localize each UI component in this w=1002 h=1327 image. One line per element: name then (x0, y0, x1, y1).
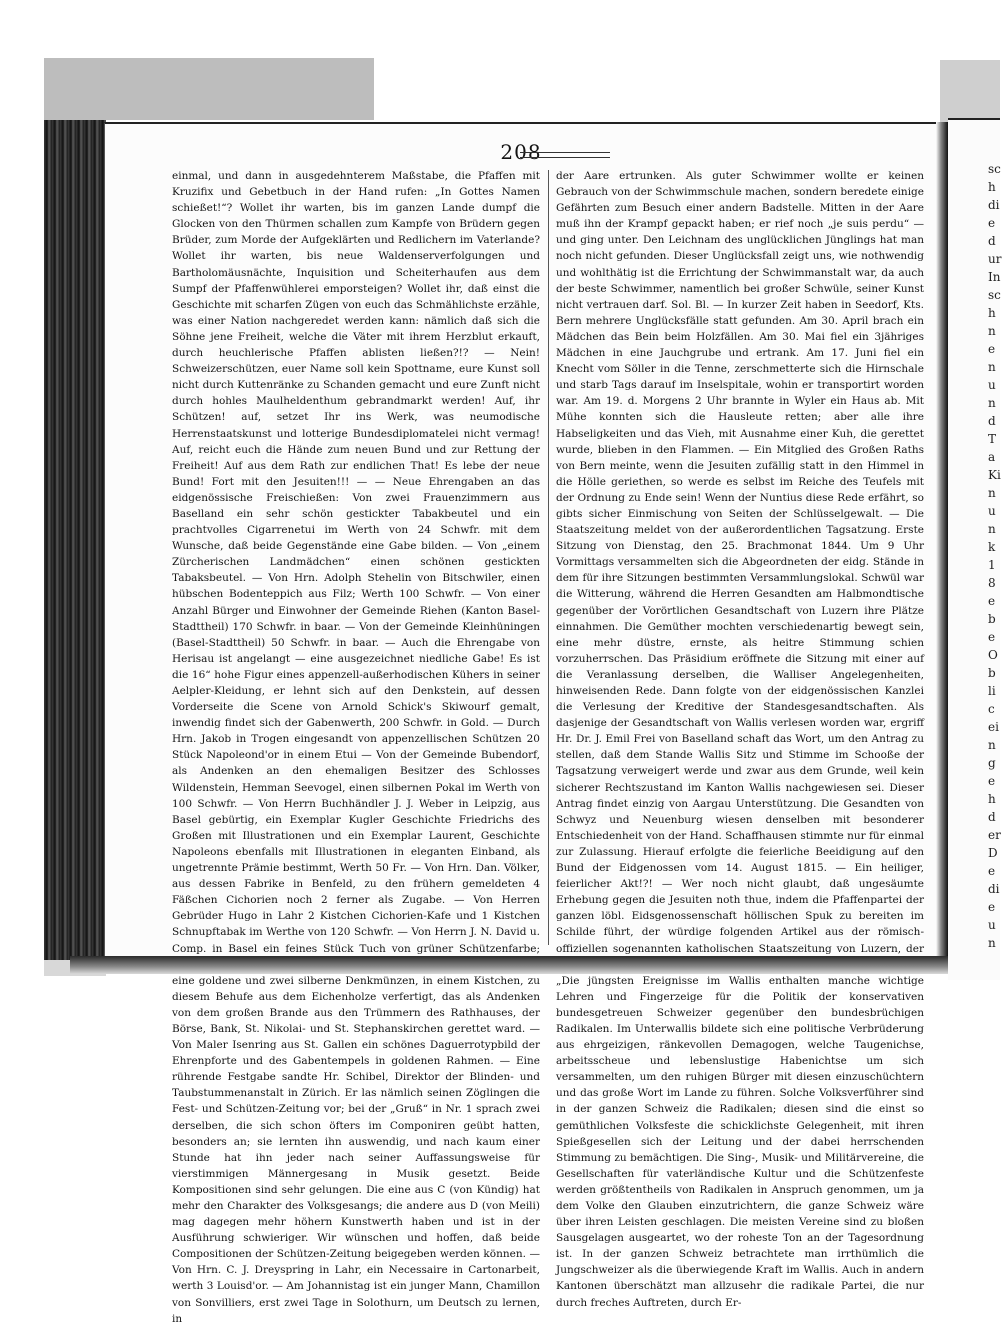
page-number: 208 (500, 140, 542, 164)
page-number-rule (520, 152, 610, 158)
left-column (172, 168, 540, 1325)
book-spine (44, 120, 106, 970)
right-column-text: der Aare ertrunken. Als guter Schwimmer wollte er keinen Gebrauch von der Schwimmschule machen, sondern beredete einige Gefährten zum Besuch einer andern Badstelle. Mitten in der Aare muß ihn der Krampf gepackt haben; er rief noch „je suis perdu“ — und ging unter. Den Leichnam des unglücklichen Jünglings hat man noch nicht gefunden. Dieser Unglücksfall zeigt uns, wie nothwendig und wohlthätig ist die Errichtung der Schwimmanstalt war, da auch der beste Schwimmer, namentlich bei großer Schwüle, seiner Kunst nicht vertrauen darf. Sol. Bl. — In kurzer Zeit haben in Seedorf, Kts. Bern mehrere Unglücksfälle statt gefunden. Am 30. April brach ein Mädchen das Bein beim Holzfällen. Am 30. Mai fiel ein 3jähriges Mädchen in eine Jauchgrube und ertrank. Am 17. Juni fiel ein Knecht vom Söller in die Tenne, zerschmetterte sich die Hirnschale und starb Tags darauf im Inselspitale, wohin er transportirt worden war. Am 19. d. Morgens 2 Uhr brannte in Wyler ein Haus ab. Mit Mühe konnten sich die Hausleute retten; aber alle ihre Habseligkeiten und das Vieh, mit Ausnahme einer Kuh, die gerettet wurde, blieben in den Flammen. — Ein Mitglied des Großen Raths von Bern meinte, wenn die Jesuiten zufällig statt in den Himmel in die Hölle geriethen, so werde es selbst im Reiche des Teufels mit der Ordnung zu Ende sein! Wenn der Nuntius diese Rede erfährt, so gibts sicher Einmischung von Seiten der Schlüsselgewalt. — Die Staatszeitung meldet von der außerordentlichen Tagsatzung. Erste Sitzung von Dienstag, den 25. Brachmonat 1844. Um 9 Uhr Vormittags versammelten sich die Abgeordneten der eidg. Stände in dem für ihre Sitzungen bestimmten Versammlungslokal. Schwül war die Witterung, während die Herren Gesandten am Halbmondtische gegenüber der Vorörtlichen Gesandtschaft von Luzern ihre Plätze einnahmen. Die Gemüther mochten verschiedenartig bewegt sein, eine mehr düstre, ernste, als heitre Stimmung schien vorzuherrschen. Das Präsidium eröffnete die Sitzung mit einer auf die Veranlassung derselben, die Walliser Angelegenheiten, hinweisenden Rede. Dann folgte von der eidgenössischen Kanzlei die Verlesung der Kreditive der Standesgesandtschaften. Als dasjenige der Gesandtschaft von Wallis verlesen worden war, ergriff Hr. Dr. J. Emil Frei von Baselland schaft das Wort, um den Antrag zu stellen, daß dem Stande Wallis Sitz und Stimme im Schooße der Tagsatzung verweigert werde und zwar aus dem Grunde, weil kein sicherer Rechtszustand im Kanton Wallis nachgewiesen sei. Dieser Antrag findet einzig von Aargau Unterstützung. Die Gesandten von Schwyz und Neuenburg wiesen denselben mit besonderer Entschiedenheit von der Hand. Schaffhausen stimmte nur für einmal zur Zulassung. Hierauf erfolgte die feierliche Beeidigung auf den Bund der Eidgenossen vom 14. August 1815. — Ein heiliger, feierlicher Akt!?! — Wer noch nicht glaubt, daß ungesäumte Erhebung gegen die Jesuiten noth thue, indem die Pfaffenpartei der ganzen löbl. Eidsgenossenschaft höllischen Spuk zu bereiten im Schilde führt, der würdige folgenden Artikel aus der römisch-offiziellen sogenannten katholischen Staatszeitung von Luzern, der „Die jüngsten Ereignisse im Wallis enthalten manche wichtige Lehren und Fingerzeige für die Politik der konservativen bundesgetreuen Schweizer gegenüber den bundesbrüchigen Radikalen. Im Unterwallis bildete sich eine politische Verbrüderung aus ehrgeizigen, ränkevollen Demagogen, welche Taugenichse, arbeitsscheue und lebenslustige Habenichtse um sich versammelten, um den ruhigen Bürger mit diesen einzuschüchtern und das große Wort im Lande zu führen. Solche Volksverführer sind in der ganzen Schweiz die Radikalen; diesen sind die einst so gemüthlichen Volksfeste die schicklichste Gelegenheit, mit ihren Spießgesellen sich der Leitung und der dabei herrschenden Stimmung zu bemächtigen. Die Sing-, Musik- und Militärvereine, die Gesellschaften für vaterländische Kultur und die Schützenfeste werden größtentheils von Radikalen in Anspruch genommen, um ja dem Volke den Glauben einzutrichtern, die ganze Schweiz wäre über ihren Leisten geschlagen. Die meisten Vereine sind zu bloßen Sausgelagen ausgeartet, wo der roheste Ton an der Tagesordnung ist. In der ganzen Schweiz betrachtete man irrthümlich die Jungschweizer als die überwiegende Kraft im Wallis. Auch in andern Kantonen überschätzt man allzusehr die radikale Partei, die nur durch freches Auftreten, durch Er- (556, 170, 924, 1309)
scan-background-top (44, 58, 374, 120)
right-column (556, 168, 924, 1309)
next-page-edge (948, 118, 1000, 980)
next-page-text-fragment: sch die dur In sch nen und Ta Kin unk 18 ebe Ob lic ein geh der De die un (988, 162, 1002, 950)
column-divider (548, 170, 549, 945)
page-fold-shadow (936, 122, 948, 974)
page-bottom-edge (70, 956, 948, 974)
left-column-text: einmal, und dann in ausgedehnterem Maßstabe, die Pfaffen mit Kruzifix und Gebetbuch in der Hand rufen: „In Gottes Namen schießet!“? Wollet ihr warten, bis im ganzen Lande dumpf die Glocken von den Thürmen schallen zum Kampfe von Brüdern gegen Brüder, zum Morde der Aufgeklärten und Redlichern im Vaterlande? Wollet ihr warten, bis neue Waldenserverfolgungen und Bartholomäusnächte, Inquisition und Scheiterhaufen aus dem Sumpf der Pfaffenwühlerei emporsteigen? Wollet ihr, daß einst die Geschichte mit scharfen Zügen von euch das Schmählichste erzähle, was einer Nation nachgeredet werden kann: nämlich daß sich die Söhne jene Freiheit, welche die Väter mit ihrem Herzblut erkauft, durch heuchlerische Pfaffen ablisten ließen?!? — Nein! Schweizerschützen, euer Name soll kein Spottname, eure Kunst soll nicht durch Kuttenränke zu Schanden gemacht und eure Zunft nicht durch hohles Maulheldenthum gebrandmarkt werden! Auf, ihr Schützen! auf, setzet Ihr ins Werk, was neumodische Herrenstaatskunst und lotterige Bundesdiplomatelei nicht vermag! Auf, reicht euch die Hände zum neuen Bund und zur Rettung der Freiheit! Auf aus dem Rath zur endlichen That! Es lebe der neue Bund! Fort mit den Jesuiten!!! — — Neue Ehrengaben an das eidgenössische Freischießen: Von zwei Frauenzimmern aus Baselland ein sehr schön gestickter Tabakbeutel und ein prachtvolles Cigarrenetui im Werth von 24 Schwfr. mit dem Wunsche, daß beide Gegenstände eine Gabe bilden. — Von „einem Zürcherischen Landmädchen“ einen schönen gestickten Tabaksbeutel. — Von Hrn. Adolph Stehelin von Bitschwiler, einen hübschen Bodenteppich aus Filz; Werth 100 Schwfr. — Von einer Anzahl Bürger und Einwohner der Gemeinde Riehen (Kanton Basel-Stadttheil) 170 Schwfr. in baar. — Von der Gemeinde Kleinhüningen (Basel-Stadttheil) 50 Schwfr. in baar. — Auch die Ehrengabe von Herisau ist angelangt — eine ausgezeichnet niedliche Gabe! Es ist die 16“ hohe Figur eines appenzell-außerhodischen Kühers in seiner Aelpler-Kleidung, er lehnt sich auf den Denkstein, auf dessen Vorderseite die Scene von Arnold Schick's Skiwourf gemalt, inwendig findet sich der Gabenwerth, 200 Schwfr. in Gold. — Durch Hrn. Jakob in Trogen eingesandt von appenzellischen Schützen 20 Stück Napoleond'or in einem Etui — Von der Gemeinde Bubendorf, als Andenken an den ehemaligen Besitzer des Schlosses Wildenstein, Hemman Seevogel, einen silbernen Pokal im Werth von 100 Schwfr. — Von Herrn Buchhändler J. J. Weber in Leipzig, aus Basel gebürtig, ein Exemplar Kugler Geschichte Friedrichs des Großen mit Illustrationen und ein Exemplar Laurent, Geschichte Napoleons ebenfalls mit Illustrationen in eleganten Einband, als ungetrennte Prämie bestimmt, Werth 50 Fr. — Von Hrn. Dan. Völker, aus dessen Fabrike in Benfeld, zu den frühern gemeldeten 4 Fäßchen Cichorien noch 2 ferner als Zugabe. — Von Herren Gebrüder Hugo in Lahr 2 Kistchen Cichorien-Kafe und 1 Kistchen Schnupftabak im Werthe von 120 Schwfr. — Von Herrn J. N. David u. Comp. in Basel ein feines Stück Tuch von grüner Schützenfarbe; eine goldene und zwei silberne Denkmünzen, in einem Kistchen, zu diesem Behufe aus dem Eichenholze verfertigt, das als Andenken von dem großen Brande aus den Trümmern des Rathhauses, der Börse, Bank, St. Nikolai- und St. Stephanskirchen gerettet ward. — Von Maler Isenring aus St. Gallen ein schönes Daguerrotypbild der Ehrenpforte und des Gabentempels in goldenen Rahmen. — Eine rührende Festgabe sandte Hr. Schibel, Direktor der Blinden- und Taubstummenanstalt in Zürich. Er las nämlich seinen Zöglingen die Fest- und Schützen-Zeitung vor; bei der „Gruß“ in Nr. 1 sprach zwei derselben, die sich schon öfters im Componiren geübt hatten, besonders an; sie lernten ihn auswendig, und nach kaum einer Stunde hat ihn jeder nach seiner Auffassungsweise für vierstimmigen Männergesang in Musik gesetzt. Beide Kompositionen sind sehr gelungen. Die eine aus C (von Kündig) hat mehr den Charakter des Volksgesangs; die andere aus D (von Meili) mag dagegen mehr höhern Kunstwerth haben und ist in der Ausführung schwieriger. Wir wünschen und hoffen, daß beide Compositionen der Schützen-Zeitung beigegeben werden können. — Von Hrn. C. J. Dreyspring in Lahr, ein Necessaire in Cartonarbeit, werth 3 Louisd'or. — Am Johannistag ist ein junger Mann, Chamillon von Sonvilliers, erst zwei Tage in Solothurn, um Deutsch zu lernen, in (172, 170, 540, 1325)
book-page (104, 122, 937, 1325)
